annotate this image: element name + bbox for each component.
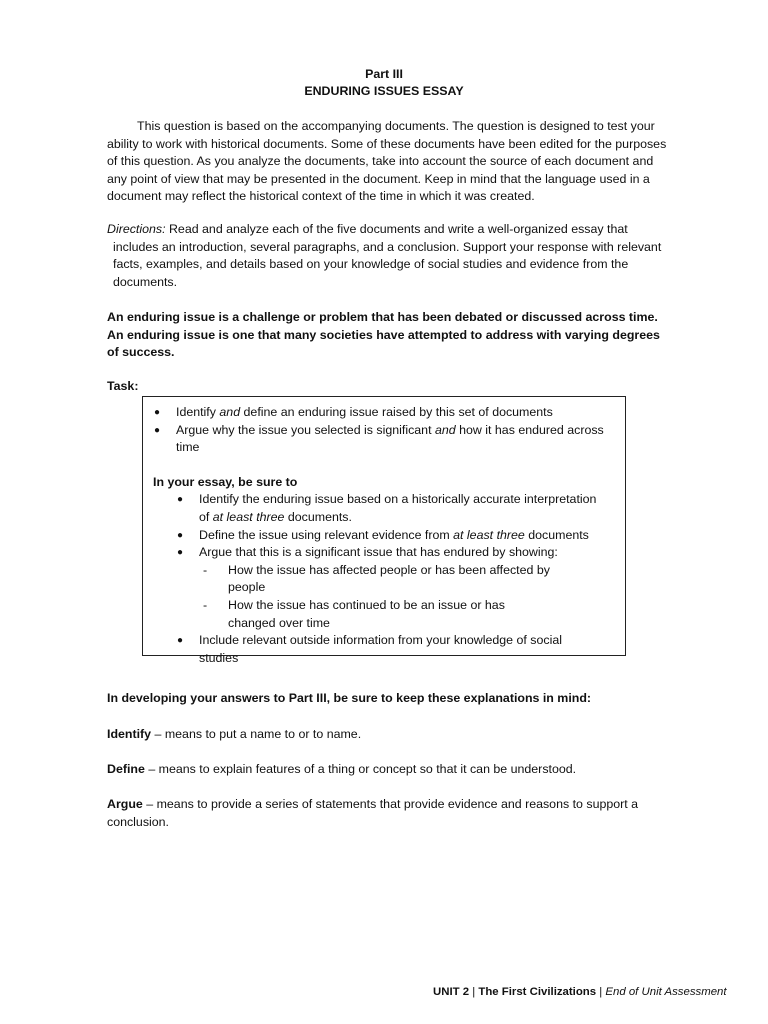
sub-point-continued-changed: - How the issue has continued to be an issue or has changed over time [143,597,603,632]
part-label: Part III [365,67,403,81]
requirement-outside-info: ● Include relevant outside information from your knowledge of social studies [143,632,603,667]
page-footer: UNIT 2 | The First Civilizations | End of Unit Assessment [433,986,727,998]
task-label: Task: [107,379,139,393]
sub-point-affected-people: - How the issue has affected people or has been affected by people [143,562,603,597]
requirement-define: ● Define the issue using relevant evidence from at least three documents [143,527,603,545]
directions-text: Read and analyze each of the five documents and write a well-organized essay that includes an introduction, several paragraphs, and a conclusion. Support your response with relevant facts, examples, and details based on your knowledge of social studies and evidence from the documents. [113,222,662,289]
footer-assessment: End of Unit Assessment [605,986,727,998]
directions-paragraph [107,221,673,291]
footer-unit: UNIT 2 [433,986,470,998]
task-bullet-identify: ● Identify and define an enduring issue raised by this set of documents [143,404,613,422]
task-box [142,396,626,665]
term-identify: Identify – means to put a name to or to name. [107,727,362,741]
requirement-identify: ● Identify the enduring issue based on a historically accurate interpretation of at least three documents. [143,491,603,526]
footer-course: The First Civilizations [478,986,597,998]
intro-paragraph: This question is based on the accompanying documents. The question is designed to test your ability to work with historical documents. Some of these documents have been edited for the purposes of this question. As you analyze the documents, take into account the source of each document and any point of view that may be presented in the document. Keep in mind that the language used in a document may reflect the historical context of the time in which it was created. [107,119,667,204]
essay-requirements [143,491,625,667]
term-define: Define – means to explain features of a thing or concept so that it can be understood. [107,762,577,776]
directions-label: Directions: [107,222,166,236]
requirement-argue: ● Argue that this is a significant issue that has endured by showing: [143,544,603,562]
task-bullets [143,404,625,457]
enduring-issue-definition: An enduring issue is a challenge or problem that has been debated or discussed across time. An enduring issue is one that many societies have attempted to address with varying degrees of success. [107,310,660,360]
explanations-intro: In developing your answers to Part III, be sure to keep these explanations in mind: [107,691,592,705]
page-title: ENDURING ISSUES ESSAY [304,84,464,98]
task-bullet-argue: ● Argue why the issue you selected is significant and how it has endured across time [143,422,613,457]
be-sure-heading: In your essay, be sure to [153,474,298,489]
term-argue: Argue – means to provide a series of statements that provide evidence and reasons to support a conclusion. [107,797,639,829]
